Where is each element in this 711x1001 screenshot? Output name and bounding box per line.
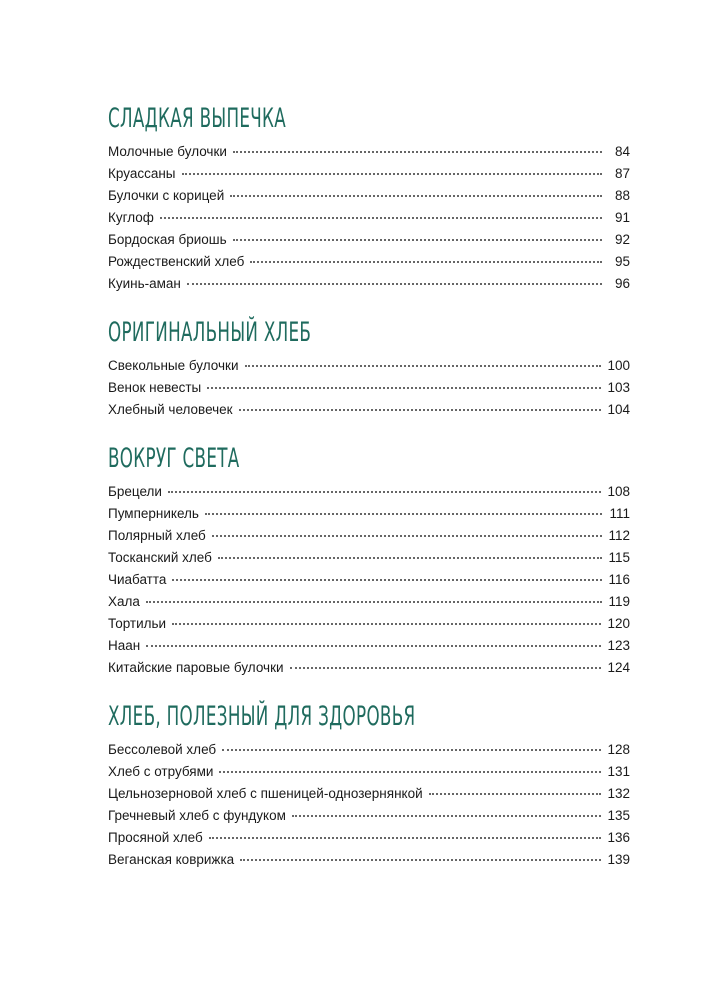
dot-leader	[160, 216, 602, 219]
toc-entry[interactable]	[108, 163, 630, 185]
dot-leader	[172, 622, 601, 625]
entry-page-number: 91	[614, 210, 630, 225]
entry-title: Свекольные булочки	[108, 358, 239, 373]
entry-title: Чиабатта	[108, 572, 167, 587]
section-title: ОРИГИНАЛЬНЫЙ ХЛЕБ	[108, 317, 312, 348]
entry-page-number: 112	[608, 528, 630, 543]
toc-entry[interactable]	[108, 635, 630, 657]
dot-leader	[233, 150, 602, 153]
section-title: ВОКРУГ СВЕТА	[108, 443, 240, 474]
toc-entry[interactable]	[108, 525, 630, 547]
entry-title: Наан	[108, 638, 141, 653]
entry-title: Круассаны	[108, 166, 176, 181]
dot-leader	[182, 172, 603, 175]
toc-section-sweet-pastry	[108, 102, 630, 295]
entry-page-number: 87	[614, 166, 630, 181]
entry-page-number: 108	[607, 484, 630, 499]
entry-page-number: 104	[607, 402, 630, 417]
entry-title: Рождественский хлеб	[108, 254, 245, 269]
toc-entry[interactable]	[108, 657, 630, 679]
entry-page-number: 111	[609, 506, 630, 521]
dot-leader	[240, 858, 601, 861]
entry-page-number: 131	[607, 764, 630, 779]
toc-entry[interactable]	[108, 827, 630, 849]
toc-entry[interactable]	[108, 207, 630, 229]
entry-page-number: 135	[607, 808, 630, 823]
dot-leader	[172, 578, 602, 581]
entry-page-number: 132	[607, 786, 630, 801]
entry-title: Куинь-аман	[108, 276, 181, 291]
dot-leader	[429, 792, 602, 795]
toc-entry[interactable]	[108, 783, 630, 805]
entry-page-number: 124	[607, 660, 630, 675]
entry-page-number: 103	[607, 380, 630, 395]
toc-entry[interactable]	[108, 739, 630, 761]
entry-page-number: 115	[608, 550, 630, 565]
entry-title: Полярный хлеб	[108, 528, 206, 543]
entry-title: Куглоф	[108, 210, 154, 225]
entry-title: Китайские паровые булочки	[108, 660, 284, 675]
entry-title: Гречневый хлеб с фундуком	[108, 808, 286, 823]
entry-page-number: 88	[614, 188, 630, 203]
toc-entry[interactable]	[108, 503, 630, 525]
entry-title: Булочки с корицей	[108, 188, 225, 203]
dot-leader	[239, 408, 602, 411]
entry-title: Тосканский хлеб	[108, 550, 212, 565]
toc-list	[108, 481, 630, 679]
entry-page-number: 136	[607, 830, 630, 845]
dot-leader	[233, 238, 602, 241]
toc-entry[interactable]	[108, 613, 630, 635]
toc-section-healthy-bread	[108, 700, 630, 871]
toc-entry[interactable]	[108, 849, 630, 871]
dot-leader	[218, 556, 602, 559]
entry-title: Молочные булочки	[108, 144, 227, 159]
entry-title: Просяной хлеб	[108, 830, 203, 845]
dot-leader	[292, 814, 602, 817]
dot-leader	[146, 644, 601, 647]
toc-list	[108, 141, 630, 295]
entry-page-number: 84	[614, 144, 630, 159]
toc-entry[interactable]	[108, 229, 630, 251]
dot-leader	[222, 748, 601, 751]
entry-page-number: 116	[608, 572, 630, 587]
entry-title: Цельнозерновой хлеб с пшеницей-однозернянкой	[108, 786, 423, 801]
entry-page-number: 92	[614, 232, 630, 247]
entry-title: Хлеб с отрубями	[108, 764, 214, 779]
dot-leader	[187, 282, 602, 285]
entry-title: Пумперникель	[108, 506, 199, 521]
entry-title: Хлебный человечек	[108, 402, 233, 417]
toc-entry[interactable]	[108, 273, 630, 295]
dot-leader	[168, 490, 602, 493]
entry-title: Веганская коврижка	[108, 852, 235, 867]
entry-title: Тортильи	[108, 616, 167, 631]
toc-entry[interactable]	[108, 805, 630, 827]
dot-leader	[205, 512, 602, 515]
toc-section-original-bread	[108, 316, 630, 421]
entry-page-number: 123	[607, 638, 630, 653]
dot-leader	[219, 770, 601, 773]
entry-page-number: 120	[607, 616, 630, 631]
entry-page-number: 100	[607, 358, 630, 373]
toc-entry[interactable]	[108, 355, 630, 377]
dot-leader	[209, 836, 602, 839]
entry-page-number: 128	[607, 742, 630, 757]
dot-leader	[146, 600, 602, 603]
toc-entry[interactable]	[108, 377, 630, 399]
entry-page-number: 95	[614, 254, 630, 269]
section-title: ХЛЕБ, ПОЛЕЗНЫЙ ДЛЯ ЗДОРОВЬЯ	[108, 701, 416, 732]
toc-entry[interactable]	[108, 481, 630, 503]
entry-title: Брецели	[108, 484, 162, 499]
toc-entry[interactable]	[108, 569, 630, 591]
toc-list	[108, 355, 630, 421]
entry-page-number: 139	[607, 852, 630, 867]
dot-leader	[290, 666, 602, 669]
entry-title: Венок невесты	[108, 380, 202, 395]
toc-entry[interactable]	[108, 185, 630, 207]
dot-leader	[207, 386, 601, 389]
toc-entry[interactable]	[108, 399, 630, 421]
entry-title: Бордоская бриошь	[108, 232, 227, 247]
dot-leader	[230, 194, 602, 197]
toc-entry[interactable]	[108, 761, 630, 783]
entry-title: Бессолевой хлеб	[108, 742, 217, 757]
toc-list	[108, 739, 630, 871]
section-title: СЛАДКАЯ ВЫПЕЧКА	[108, 103, 286, 134]
dot-leader	[245, 364, 602, 367]
toc-entry[interactable]	[108, 251, 630, 273]
toc-entry[interactable]	[108, 591, 630, 613]
toc-entry[interactable]	[108, 141, 630, 163]
toc-section-around-the-world	[108, 442, 630, 679]
entry-page-number: 96	[614, 276, 630, 291]
dot-leader	[212, 534, 602, 537]
entry-title: Хала	[108, 594, 140, 609]
toc-entry[interactable]	[108, 547, 630, 569]
dot-leader	[250, 260, 602, 263]
table-of-contents	[108, 102, 630, 871]
entry-page-number: 119	[608, 594, 630, 609]
